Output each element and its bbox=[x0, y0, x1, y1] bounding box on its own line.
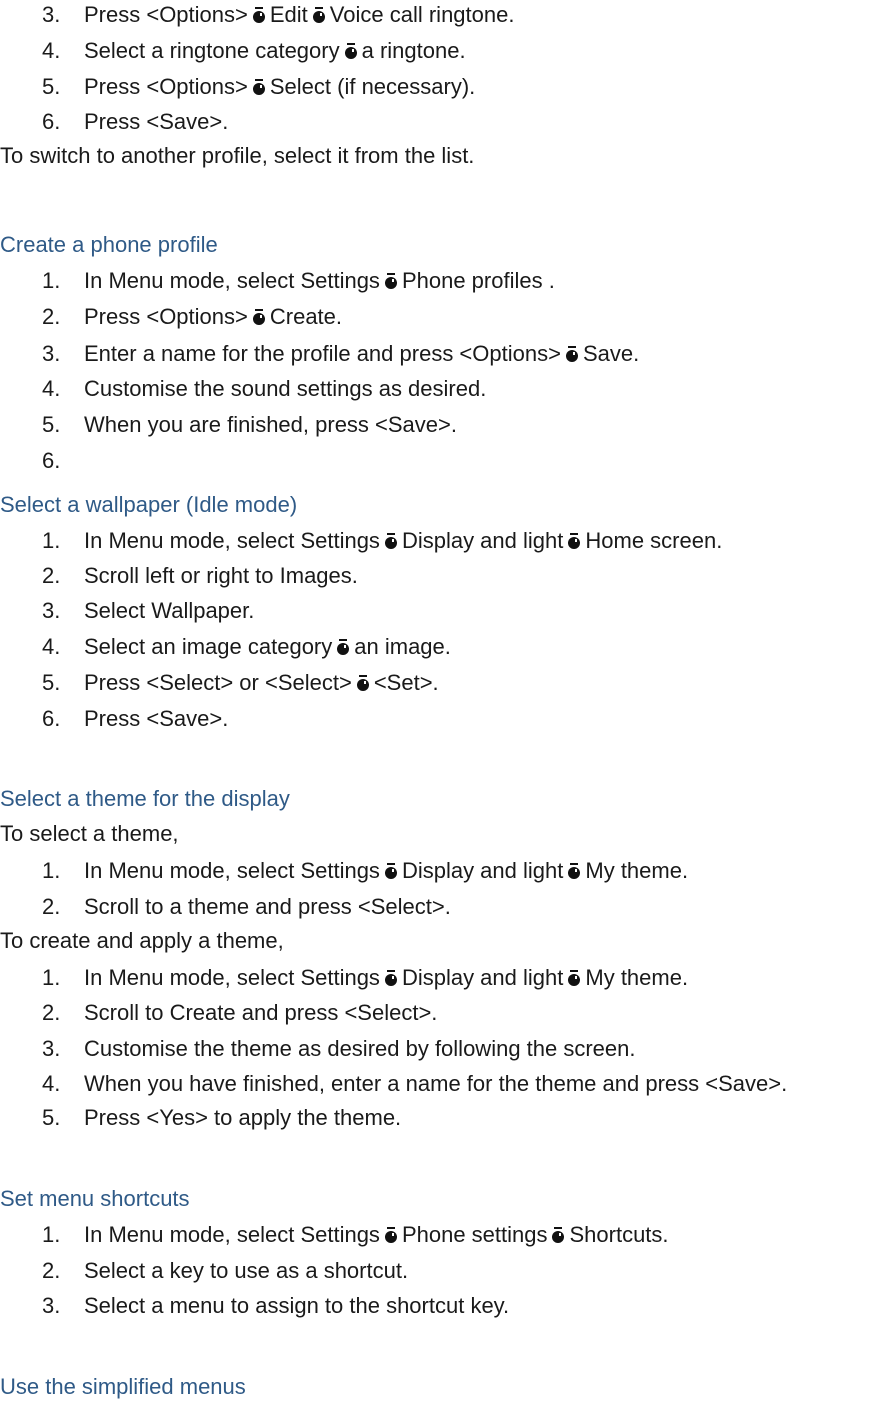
step-text: Phone profiles . bbox=[401, 268, 555, 293]
step-number: 5. bbox=[42, 74, 61, 99]
step-wallpaper-5 bbox=[42, 669, 439, 697]
arrow-bullet-icon bbox=[252, 309, 266, 325]
step-text: Press <Save>. bbox=[84, 706, 229, 731]
step-number: 3. bbox=[42, 2, 61, 27]
step-shortcuts-1 bbox=[42, 1221, 669, 1249]
step-number: 2. bbox=[42, 1000, 61, 1025]
step-text: Select a menu to assign to the shortcut key. bbox=[84, 1293, 510, 1318]
arrow-bullet-icon bbox=[336, 639, 350, 655]
step-wallpaper-6 bbox=[42, 705, 228, 733]
step-text: Shortcuts. bbox=[569, 1222, 669, 1247]
step-wallpaper-1 bbox=[42, 527, 722, 555]
arrow-bullet-icon bbox=[551, 1227, 565, 1243]
step-profile-1 bbox=[42, 267, 555, 295]
step-text: Press <Save>. bbox=[84, 109, 229, 134]
arrow-bullet-icon bbox=[384, 970, 398, 986]
step-text: Display and light bbox=[401, 528, 564, 553]
step-profile-3 bbox=[42, 340, 639, 368]
step-number: 1. bbox=[42, 528, 61, 553]
step-number: 6. bbox=[42, 448, 61, 473]
step-text: Scroll to Create and press <Select>. bbox=[84, 1000, 438, 1025]
arrow-bullet-icon bbox=[384, 533, 398, 549]
step-number: 5. bbox=[42, 1105, 61, 1130]
step-wallpaper-2 bbox=[42, 562, 358, 590]
heading-select-wallpaper: Select a wallpaper (Idle mode) bbox=[0, 492, 298, 517]
step-number: 1. bbox=[42, 1222, 61, 1247]
step-text: Press <Select> or <Select> bbox=[84, 670, 352, 695]
arrow-bullet-icon bbox=[384, 1227, 398, 1243]
step-text: When you have finished, enter a name for the theme and press <Save>. bbox=[84, 1071, 788, 1096]
step-text: Select a ringtone category bbox=[84, 38, 340, 63]
arrow-bullet-icon bbox=[567, 970, 581, 986]
step-profile-4 bbox=[42, 375, 486, 403]
step-profile-6 bbox=[42, 447, 84, 475]
theme-create-intro: To create and apply a theme, bbox=[0, 928, 284, 953]
step-text: My theme. bbox=[585, 965, 689, 990]
step-top-4 bbox=[42, 37, 466, 65]
step-text: Display and light bbox=[401, 965, 564, 990]
step-text: Press <Yes> to apply the theme. bbox=[84, 1105, 402, 1130]
heading-set-menu-shortcuts: Set menu shortcuts bbox=[0, 1186, 190, 1211]
step-text: Customise the sound settings as desired. bbox=[84, 376, 487, 401]
step-shortcuts-2 bbox=[42, 1257, 408, 1285]
step-profile-5 bbox=[42, 411, 457, 439]
step-number: 4. bbox=[42, 1071, 61, 1096]
step-text: Press <Options> bbox=[84, 74, 248, 99]
step-number: 1. bbox=[42, 965, 61, 990]
heading-create-phone-profile: Create a phone profile bbox=[0, 232, 218, 257]
step-text: In Menu mode, select Settings bbox=[84, 268, 380, 293]
step-text: Home screen. bbox=[585, 528, 723, 553]
step-text: an image. bbox=[354, 634, 451, 659]
step-text: In Menu mode, select Settings bbox=[84, 965, 380, 990]
theme-select-intro: To select a theme, bbox=[0, 821, 179, 846]
step-text: When you are finished, press <Save>. bbox=[84, 412, 457, 437]
step-number: 3. bbox=[42, 341, 61, 366]
step-text: Scroll left or right to Images. bbox=[84, 563, 358, 588]
step-top-5 bbox=[42, 73, 475, 101]
step-theme-select-1 bbox=[42, 857, 688, 885]
heading-select-theme: Select a theme for the display bbox=[0, 786, 290, 811]
step-shortcuts-3 bbox=[42, 1292, 509, 1320]
step-number: 4. bbox=[42, 634, 61, 659]
arrow-bullet-icon bbox=[356, 675, 370, 691]
step-top-6 bbox=[42, 108, 228, 136]
step-theme-create-2 bbox=[42, 999, 437, 1027]
step-number: 1. bbox=[42, 268, 61, 293]
step-text: a ringtone. bbox=[361, 38, 466, 63]
arrow-bullet-icon bbox=[567, 863, 581, 879]
step-number: 5. bbox=[42, 412, 61, 437]
switch-profile-note: To switch to another profile, select it from the list. bbox=[0, 143, 475, 168]
step-number: 6. bbox=[42, 706, 61, 731]
step-text: Press <Options> bbox=[84, 2, 248, 27]
step-text: Scroll to a theme and press <Select>. bbox=[84, 894, 451, 919]
step-text: Voice call ringtone. bbox=[329, 2, 515, 27]
step-number: 2. bbox=[42, 304, 61, 329]
step-text: <Set>. bbox=[373, 670, 439, 695]
step-number: 4. bbox=[42, 376, 61, 401]
step-text: In Menu mode, select Settings bbox=[84, 1222, 380, 1247]
arrow-bullet-icon bbox=[565, 346, 579, 362]
step-theme-select-2 bbox=[42, 893, 451, 921]
arrow-bullet-icon bbox=[344, 43, 358, 59]
step-wallpaper-4 bbox=[42, 633, 451, 661]
step-text: Customise the theme as desired by following the screen. bbox=[84, 1036, 636, 1061]
step-text: Save. bbox=[582, 341, 640, 366]
step-theme-create-5 bbox=[42, 1104, 401, 1132]
step-number: 2. bbox=[42, 563, 61, 588]
step-top-3 bbox=[42, 1, 514, 29]
step-number: 3. bbox=[42, 1036, 61, 1061]
step-number: 2. bbox=[42, 894, 61, 919]
step-number: 3. bbox=[42, 1293, 61, 1318]
step-text: Phone settings bbox=[401, 1222, 548, 1247]
arrow-bullet-icon bbox=[252, 79, 266, 95]
step-profile-2 bbox=[42, 303, 342, 331]
step-text: Create. bbox=[269, 304, 343, 329]
step-theme-create-3 bbox=[42, 1035, 636, 1063]
arrow-bullet-icon bbox=[312, 7, 326, 23]
step-number: 3. bbox=[42, 598, 61, 623]
step-theme-create-1 bbox=[42, 964, 688, 992]
step-number: 2. bbox=[42, 1258, 61, 1283]
step-text: Edit bbox=[269, 2, 308, 27]
step-text: Enter a name for the profile and press <Options> bbox=[84, 341, 561, 366]
arrow-bullet-icon bbox=[384, 273, 398, 289]
step-number: 5. bbox=[42, 670, 61, 695]
step-text: Select Wallpaper. bbox=[84, 598, 255, 623]
step-text: Select an image category bbox=[84, 634, 333, 659]
step-text: Display and light bbox=[401, 858, 564, 883]
step-theme-create-4 bbox=[42, 1070, 787, 1098]
step-number: 6. bbox=[42, 109, 61, 134]
step-number: 1. bbox=[42, 858, 61, 883]
step-text: Select (if necessary). bbox=[269, 74, 476, 99]
step-text: In Menu mode, select Settings bbox=[84, 528, 380, 553]
step-number: 4. bbox=[42, 38, 61, 63]
step-text: Press <Options> bbox=[84, 304, 248, 329]
arrow-bullet-icon bbox=[252, 7, 266, 23]
arrow-bullet-icon bbox=[384, 863, 398, 879]
step-text: My theme. bbox=[585, 858, 689, 883]
step-text: Select a key to use as a shortcut. bbox=[84, 1258, 409, 1283]
heading-simplified-menus: Use the simplified menus bbox=[0, 1374, 246, 1399]
arrow-bullet-icon bbox=[567, 533, 581, 549]
step-wallpaper-3 bbox=[42, 597, 254, 625]
step-text: In Menu mode, select Settings bbox=[84, 858, 380, 883]
